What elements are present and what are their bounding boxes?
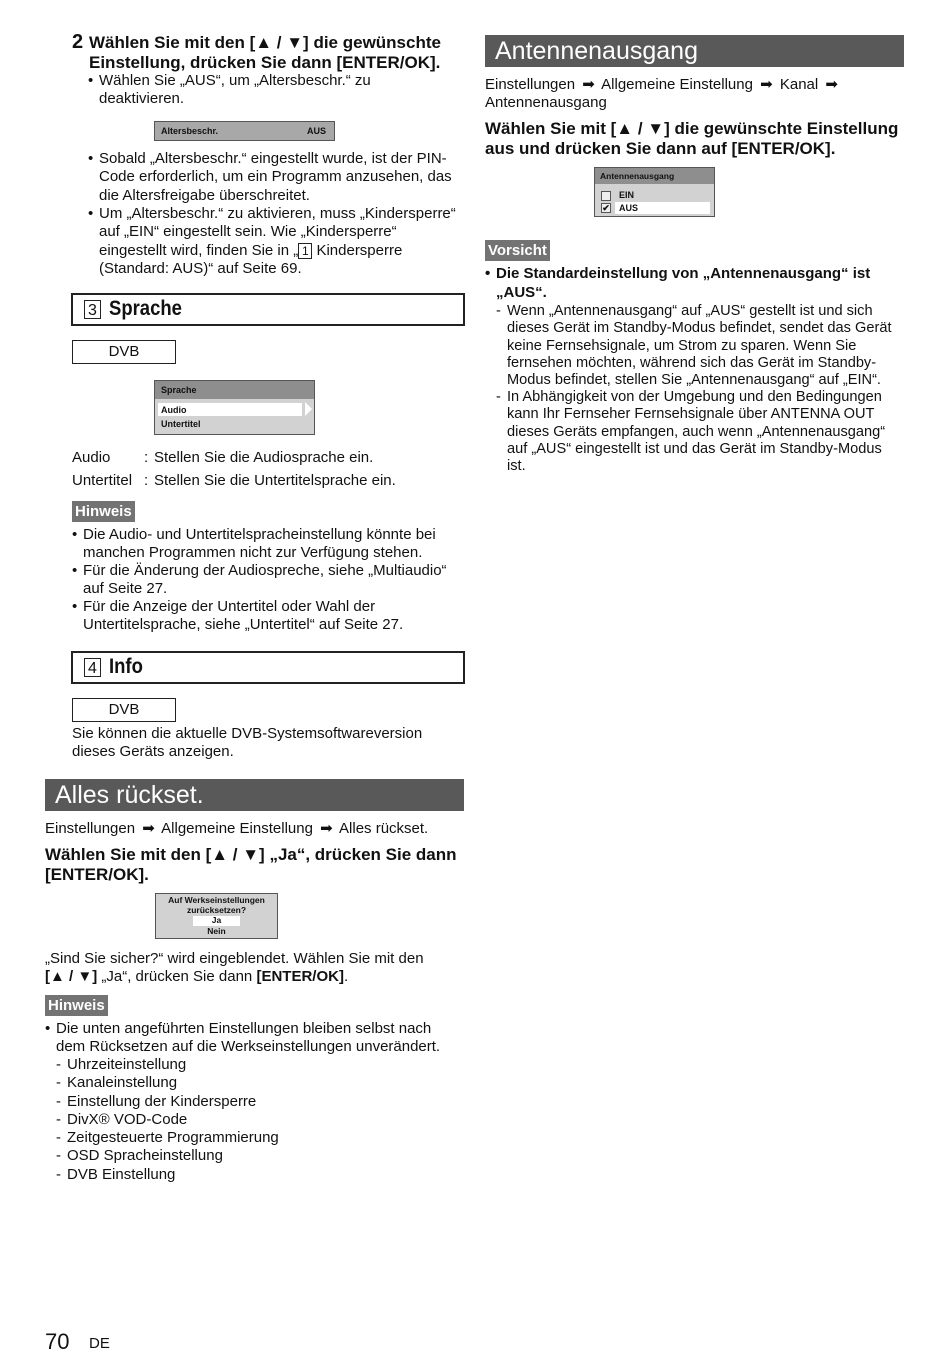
detail-line: auf „AUS“ eingestellt ist und das Gerät im Standby-Modus [507,440,882,457]
info-line: Sie können die aktuelle DVB-Systemsoftwareversion [72,725,423,742]
warning-detail-1: - Wenn „Antennenausgang“ auf „AUS“ gestellt ist und sich dieses Gerät im Standby-Modus befindet, sendet das Gerät keine Fernsehsignale, um Strom zu sparen. Wenn Sie fernsehen möchten, während sich das Gerät im Standby- Modus befindet, stellen Sie „Antennenausgang“ auf „EIN“. [496,303,916,389]
osd-value: AUS [307,126,327,136]
osd-title: Auf Werkseinstellungen [168,895,265,905]
osd-option-ein: EIN [619,190,635,200]
detail-line: Wenn „Antennenausgang“ auf „AUS“ gestellt ist und sich [507,303,873,319]
bullet-line: eingestellt wird, finden Sie in „ 1 Kindersperre [99,241,403,259]
detail-line: Modus befindet, stellen Sie „Antennenausgang“ auf „EIN“. [507,372,881,389]
hinweis-label: Hinweis [45,995,108,1016]
note-line: manchen Programmen nicht zur Verfügung stehen. [83,544,423,562]
antenna-instruction [485,119,898,158]
breadcrumb-item: Antennenausgang [485,94,607,112]
osd-item-audio: Audio [161,405,187,415]
osd-option-yes: Ja [193,916,240,926]
warning-line: Die Standardeinstellung von „Antennenausgang“ ist [496,265,871,282]
osd-altersbeschr [154,121,335,141]
bullet-pin: • Sobald „Altersbeschr.“ eingestellt wurde, ist der PIN- Code erforderlich, um ein Programm anzusehen, das die Altersfreigabe überschreitet. [88,150,468,205]
arrow-right-icon: ➡ [320,820,333,837]
instr-line: Wählen Sie mit [▲ / ▼] die gewünschte Einstellung [485,119,899,138]
after-line: [▲ / ▼] „Ja“, drücken Sie dann [ENTER/OK]. [45,968,349,986]
osd-reset-dialog [155,893,278,939]
list-item: - OSD Spracheinstellung [56,1147,223,1165]
ref-box: 1 [298,243,312,259]
after-line: „Sind Sie sicher?“ wird eingeblendet. Wählen Sie mit den [45,950,424,967]
osd-title: zurücksetzen? [186,904,247,915]
bullet-line: die Altersfreigabe überschreitet. [99,186,310,204]
section-heading: Info [109,655,143,678]
note-line: Für die Anzeige der Untertitel oder Wahl der [83,598,376,615]
dvb-badge: DVB [72,698,176,722]
warning-line: „AUS“. [496,283,547,301]
def-desc: Stellen Sie die Audiosprache ein. [154,449,374,466]
note-line: Die Audio- und Untertitelspracheinstellung könnte bei [83,526,436,543]
bullet-line: Um „Altersbeschr.“ zu aktivieren, muss „Kindersperre“ [99,205,456,222]
note-item: • Für die Anzeige der Untertitel oder Wahl der Untertitelsprache, siehe „Untertitel“ auf Seite 27. [72,598,472,635]
osd-antennenausgang [594,167,715,217]
note-item: • Die unten angeführten Einstellungen bleiben selbst nach dem Rücksetzen auf die Werkseinstellungen unverändert. [45,1020,465,1057]
info-line: dieses Geräts anzeigen. [72,743,234,761]
note-line: Für die Änderung der Audiospreche, siehe „Multiaudio“ [83,562,447,579]
osd-option-aus: AUS [619,203,639,213]
detail-line: ist. [507,458,526,475]
osd-label: Altersbeschr. [161,126,219,136]
checkbox-empty-icon [601,191,611,201]
bullet-line: deaktivieren. [99,90,185,108]
section-number: 3 [84,300,101,319]
osd-sprache-menu [154,380,315,435]
list-item: - Zeitgesteuerte Programmierung [56,1129,279,1147]
list-item: - Uhrzeiteinstellung [56,1056,187,1073]
bullet-kindersperre: • Um „Altersbeschr.“ zu aktivieren, muss „Kindersperre“ auf „EIN“ eingestellt sein. Wie „Kindersperre“ eingestellt wird, finden Sie in „ 1 Kindersperre (Standard: AUS)“ auf Seite 69. [88,205,468,278]
list-item: - Kanaleinstellung [56,1074,178,1092]
bullet-line: Wählen Sie „AUS“, um „Altersbeschr.“ zu [99,72,371,89]
step-title [89,33,441,72]
reset-instruction [45,845,457,884]
step-number: 2 [72,31,84,53]
note-line: Die unten angeführten Einstellungen bleiben selbst nach [56,1020,432,1037]
step-title-line1: Wählen Sie mit den [▲ / ▼] die gewünschte [89,33,441,52]
hinweis-label: Hinweis [72,501,135,522]
breadcrumb [45,820,428,838]
vorsicht-label: Vorsicht [485,240,550,261]
instr-line: Wählen Sie mit den [▲ / ▼] „Ja“, drücken Sie dann [45,845,457,864]
page-number: 70 [45,1329,70,1354]
arrow-right-icon: ➡ [582,76,595,93]
breadcrumb-item: Einstellungen [485,76,576,93]
osd-option-no: Nein [207,925,226,936]
section-info [71,651,465,684]
bullet-line: auf „EIN“ eingestellt sein. Wie „Kindersperre“ [99,223,397,241]
breadcrumb-item: Einstellungen [45,820,136,837]
detail-line: dieses Gerät im Standby-Modus befindet, sendet das Gerät [507,320,892,337]
breadcrumb-item: Allgemeine Einstellung [601,76,753,93]
arrow-right-icon [305,402,312,416]
bullet-line: (Standard: AUS)“ auf Seite 69. [99,259,302,277]
detail-line: fernsehen möchten, während sich das Gerät im Standby- [507,354,877,371]
section-sprache [71,293,465,326]
note-item: • Für die Änderung der Audiospreche, siehe „Multiaudio“ auf Seite 27. [72,562,472,599]
kept-settings-list [56,1056,456,1184]
arrow-right-icon: ➡ [760,76,773,93]
def-sep: : [144,472,149,489]
def-term: Audio [72,449,111,466]
osd-title: Antennenausgang [600,171,675,181]
warning-detail-2: - In Abhängigkeit von der Umgebung und den Bedingungen kann Ihr Fernseher Fernsehsignale über ANTENNA OUT dieses Geräts empfangen, auch wenn „Antennenausgang“ auf „AUS“ eingestellt ist und das Gerät im Standby-Modus ist. [496,389,916,475]
breadcrumb-item: Kanal [779,76,819,93]
list-item: - Einstellung der Kindersperre [56,1092,257,1110]
detail-line: keine Fernsehsignale, um Strom zu sparen. Wenn Sie [507,337,857,354]
note-line: dem Rücksetzen auf die Werkseinstellungen unverändert. [56,1038,441,1056]
detail-line: kann Ihr Fernseher Fernsehsignale über ANTENNA OUT [507,406,875,423]
instr-line: [ENTER/OK]. [45,864,149,884]
def-desc: Stellen Sie die Untertitelsprache ein. [154,472,396,489]
detail-line: dieses Geräts empfangen, auch wenn „Antennenausgang“ [507,423,886,440]
osd-title: Sprache [161,385,197,395]
language-code: DE [89,1335,110,1352]
note-line: auf Seite 27. [83,580,168,598]
note-line: Untertitelsprache, siehe „Untertitel“ auf Seite 27. [83,616,404,634]
arrow-right-icon: ➡ [142,820,155,837]
breadcrumb [485,76,841,113]
dvb-badge: DVB [72,340,176,364]
list-item: - DivX® VOD-Code [56,1110,188,1128]
step-title-line2: Einstellung, drücken Sie dann [ENTER/OK]. [89,52,441,72]
section-number: 4 [84,658,101,677]
breadcrumb-item: Allgemeine Einstellung [161,820,313,837]
checkbox-checked-icon: ✔ [602,203,610,213]
instr-line: aus und drücken Sie dann auf [ENTER/OK]. [485,138,836,158]
section-heading: Sprache [109,297,182,320]
list-item: - DVB Einstellung [56,1165,176,1183]
warning-item: • Die Standardeinstellung von „Antennenausgang“ ist „AUS“. [485,265,905,302]
breadcrumb-item: Alles rückset. [339,820,429,837]
detail-line: In Abhängigkeit von der Umgebung und den Bedingungen [507,389,882,405]
section-antennenausgang: Antennenausgang [485,35,904,67]
section-alles-rueckset: Alles rückset. [45,779,464,811]
def-sep: : [144,449,149,466]
def-term: Untertitel [72,472,133,489]
info-text [72,725,422,762]
bullet-line: Sobald „Altersbeschr.“ eingestellt wurde, ist der PIN- [99,150,447,167]
note-item: • Die Audio- und Untertitelspracheinstellung könnte bei manchen Programmen nicht zur Verfügung stehen. [72,526,472,563]
reset-after-text [45,950,424,987]
osd-item-untertitel: Untertitel [161,419,201,429]
bullet-line: Code erforderlich, um ein Programm anzusehen, das [99,168,452,186]
bullet-deactivate: • Wählen Sie „AUS“, um „Altersbeschr.“ zu deaktivieren. [88,72,468,109]
arrow-right-icon: ➡ [825,76,838,93]
